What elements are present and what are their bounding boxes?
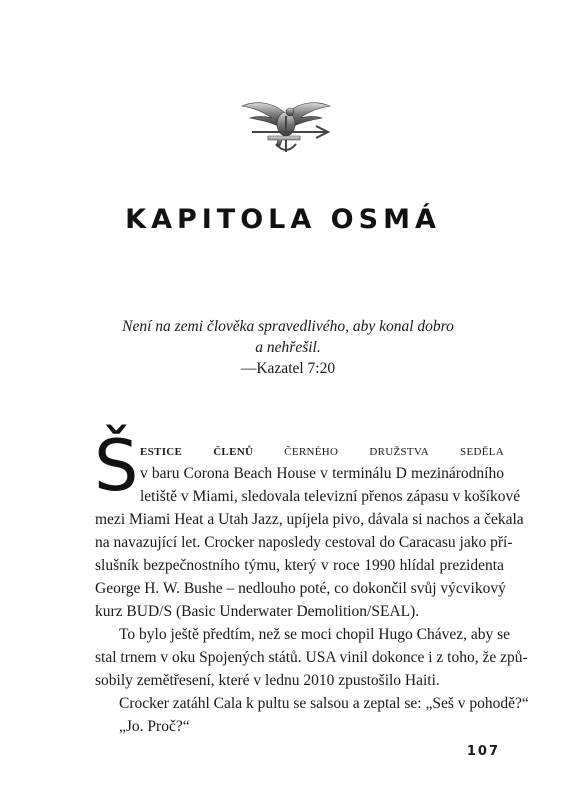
epigraph-source: —Kazatel 7:20	[240, 360, 336, 377]
first-line-rest: černého družstva seděla	[284, 442, 504, 459]
body-line: v baru Corona Beach House v terminálu D mezinárodního	[140, 465, 504, 482]
body-line: To bylo ještě předtím, než se moci chopil Hugo Chávez, aby se	[119, 626, 511, 643]
body-line: Crocker zatáhl Cala k pultu se salsou a zeptal se: „Seš v pohodě?“	[119, 695, 529, 712]
body-line: „Jo. Proč?“	[119, 718, 190, 735]
body-line: letiště v Miami, sledovala televizní přenos zápasu v košíkové	[140, 488, 521, 505]
eagle-trident-emblem-icon	[238, 92, 334, 156]
chapter-title: KAPITOLA OSMÁ	[125, 204, 441, 235]
body-line: stal trnem v oku Spojených států. USA vinil dokonce i z toho, že způ-	[95, 649, 528, 666]
body-first-line	[140, 439, 504, 462]
first-line-bold: estice členů	[140, 442, 254, 459]
page-number: 107	[466, 744, 500, 759]
body-line: sobily zemětřesení, které v lednu 2010 zpustošilo Haiti.	[95, 672, 440, 689]
epigraph	[100, 316, 476, 379]
body-line: mezi Miami Heat a Utah Jazz, upíjela pivo, dávala si nachos a čekala	[95, 511, 524, 528]
body-line: slušník bezpečnostního týmu, který v roce 1990 hlídal prezidenta	[95, 557, 504, 574]
body-line: kurz BUD/S (Basic Underwater Demolition/SEAL).	[95, 603, 420, 620]
epigraph-quote-line1: Není na zemi člověka spravedlivého, aby konal dobro	[122, 318, 454, 335]
drop-cap: Š	[94, 425, 139, 507]
epigraph-quote-line2: a nehřešil.	[255, 339, 321, 356]
body-line: na navazující let. Crocker naposledy cestoval do Caracasu jako pří-	[95, 534, 513, 551]
body-line: George H. W. Bushe – nedlouho poté, co dokončil svůj výcvikový	[95, 580, 506, 597]
